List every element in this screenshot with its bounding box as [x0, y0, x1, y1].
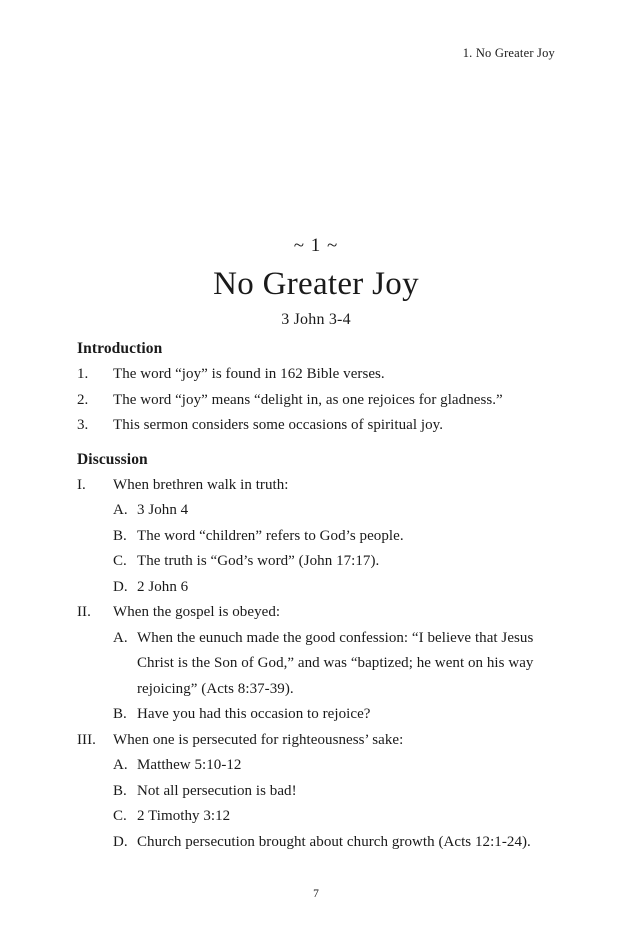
outline-item-marker: III.: [77, 731, 96, 748]
outline-item: [77, 600, 559, 626]
outline-item-text: When one is persecuted for righteousness’ sake:: [113, 731, 404, 748]
outline-item-marker: II.: [77, 604, 91, 620]
outline-item-marker: A.: [113, 502, 128, 518]
outline-item: [77, 728, 559, 754]
chapter-number-ornament: ~ 1 ~: [293, 235, 339, 256]
outline-item-text: When brethren walk in truth:: [113, 476, 289, 493]
outline-item-marker: B.: [113, 782, 127, 799]
outline-item-marker: I.: [77, 476, 86, 493]
outline-item: [77, 388, 559, 414]
outline-item-marker: 2.: [77, 391, 89, 408]
outline-item-text: When the gospel is obeyed:: [113, 604, 281, 620]
outline-item-marker: 1.: [77, 366, 89, 382]
outline-item: [113, 804, 559, 830]
outline-item-marker: B.: [113, 706, 127, 722]
outline-item: [77, 413, 559, 439]
outline-item-text: When the eunuch made the good confession: “I believe that Jesus Christ is the Son of God,” and was “baptized; he went on his way rejoicing” (Acts 8:37-39).: [137, 629, 534, 697]
outline-item-marker: B.: [113, 527, 127, 544]
scripture-reference: 3 John 3-4: [281, 311, 351, 328]
section-heading: Discussion: [77, 450, 148, 468]
outline-item-marker: D.: [113, 833, 128, 850]
page-number: 7: [313, 888, 319, 900]
outline-item: [113, 753, 559, 779]
outline-item-text: Have you had this occasion to rejoice?: [137, 706, 371, 722]
outline-item-marker: C.: [113, 553, 127, 569]
outline-item-text: The truth is “God’s word” (John 17:17).: [137, 553, 380, 569]
outline-item-marker: A.: [113, 629, 128, 646]
outline-item-text: The word “joy” is found in 162 Bible verses.: [113, 366, 385, 382]
outline-item-marker: 3.: [77, 417, 89, 433]
outline-item: [77, 473, 559, 499]
running-header: 1. No Greater Joy: [462, 46, 555, 60]
outline-item-marker: D.: [113, 578, 128, 595]
outline-item-text: 2 Timothy 3:12: [137, 808, 231, 824]
outline-item-marker: C.: [113, 808, 127, 824]
outline-body: [77, 336, 559, 855]
outline-item: [113, 498, 559, 524]
outline-item: [113, 524, 559, 550]
outline-item-text: Not all persecution is bad!: [137, 782, 297, 799]
outline-item-text: 3 John 4: [137, 502, 189, 518]
outline-item-text: The word “children” refers to God’s people.: [137, 527, 404, 544]
outline-item-text: This sermon considers some occasions of spiritual joy.: [113, 417, 444, 433]
outline-item-marker: A.: [113, 757, 128, 773]
outline-item-text: 2 John 6: [137, 578, 189, 595]
section-heading: Introduction: [77, 340, 163, 357]
chapter-title: No Greater Joy: [213, 266, 419, 302]
outline-item-text: Church persecution brought about church growth (Acts 12:1-24).: [137, 833, 531, 850]
outline-item: [113, 830, 559, 856]
outline-item: [113, 779, 559, 805]
page-number-container: [77, 884, 555, 902]
outline-item-text: The word “joy” means “delight in, as one rejoices for gladness.”: [113, 391, 503, 408]
outline-item: [113, 626, 559, 703]
outline-item: [77, 362, 559, 388]
chapter-title-block: [77, 234, 555, 331]
outline-item: [113, 575, 559, 601]
outline-item: [113, 549, 559, 575]
outline-item: [113, 702, 559, 728]
outline-item-text: Matthew 5:10-12: [137, 757, 242, 773]
